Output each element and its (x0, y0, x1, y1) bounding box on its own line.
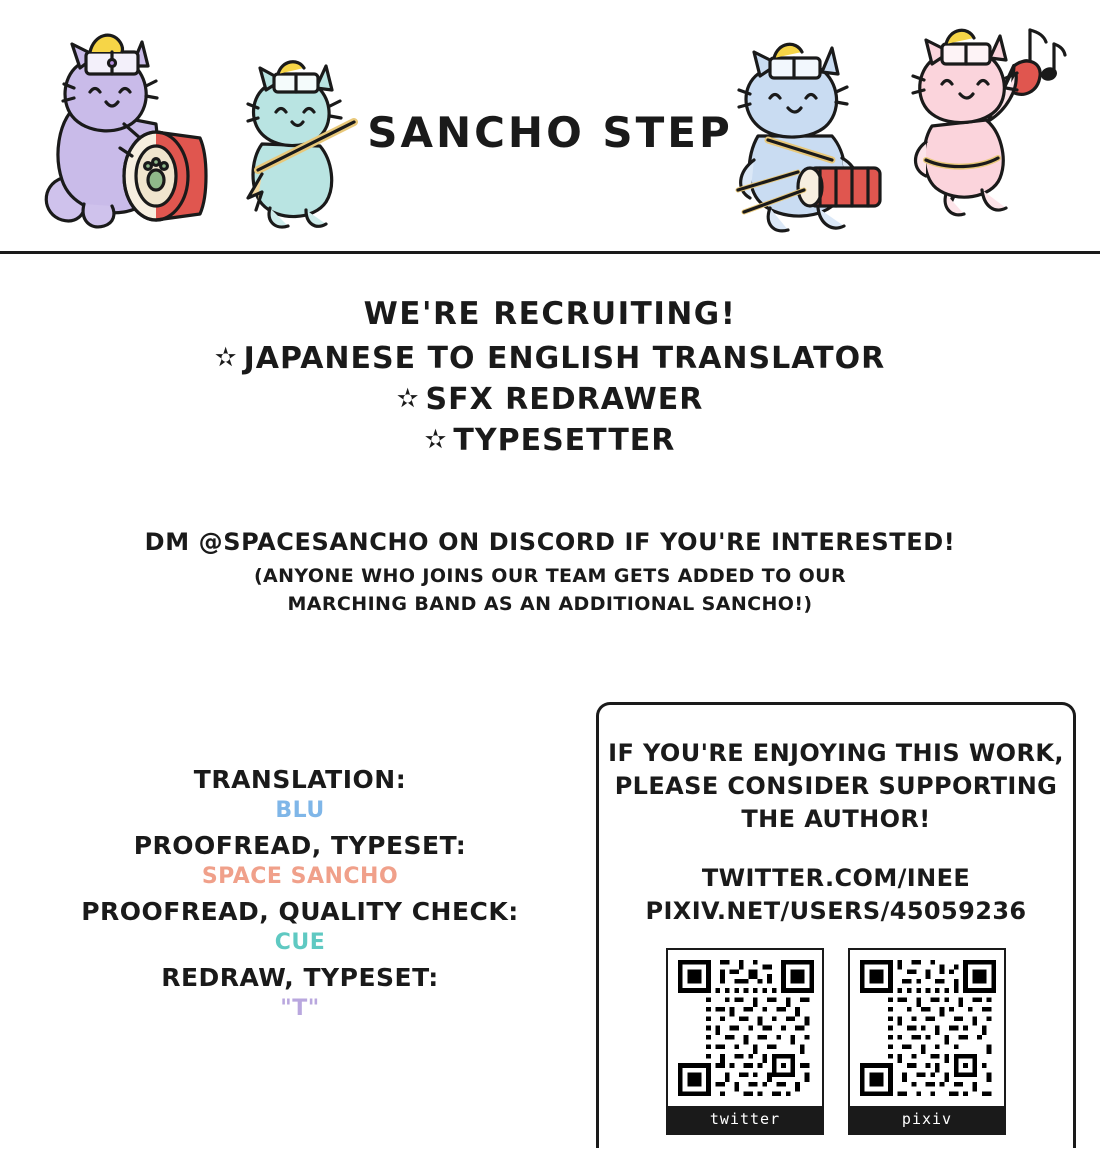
header-divider (0, 251, 1100, 254)
credit-role-proofread-quality-check: PROOFREAD, QUALITY CHECK: (81, 897, 519, 926)
mascot-cat-flute-teal (232, 58, 372, 233)
qr-pixiv-image (850, 950, 1004, 1106)
credit-person-redraw-typeset: "T" (280, 996, 320, 1021)
credits-list (30, 765, 570, 1021)
mascot-cat-drummer-purple (28, 28, 228, 238)
credit-role-translation: TRANSLATION: (193, 765, 407, 794)
recruiting-role-3 (0, 423, 1100, 458)
support-message-line-1: IF YOU'RE ENJOYING THIS WORK, (608, 739, 1064, 767)
qr-pixiv-label: pixiv (850, 1106, 1004, 1133)
pixiv-link[interactable]: PIXIV.NET/USERS/45059236 (645, 897, 1027, 925)
recruiting-role-2 (0, 382, 1100, 417)
mascot-cat-flagbearer-pink (902, 10, 1072, 230)
recruiting-role-3-label: TYPESETTER (453, 423, 676, 458)
qr-twitter-label: twitter (668, 1106, 822, 1133)
discord-contact-note (0, 562, 1100, 618)
recruiting-role-1-label: JAPANESE TO ENGLISH TRANSLATOR (243, 341, 886, 376)
credit-person-translation: BLU (275, 798, 325, 823)
credit-role-redraw-typeset: REDRAW, TYPESET: (161, 963, 439, 992)
recruiting-section (0, 296, 1100, 464)
qr-twitter-image (668, 950, 822, 1106)
note-line-2: MARCHING BAND AS AN ADDITIONAL SANCHO!) (287, 593, 813, 615)
credit-person-proofread-typeset: SPACE SANCHO (201, 864, 399, 889)
support-author-box (596, 702, 1076, 1148)
qr-card-twitter[interactable] (666, 948, 824, 1135)
star-icon: ✫ (214, 343, 238, 373)
recruiting-role-2-label: SFX REDRAWER (425, 382, 704, 417)
credit-role-proofread-typeset: PROOFREAD, TYPESET: (133, 831, 467, 860)
support-links (599, 862, 1073, 928)
recruiting-role-1 (0, 341, 1100, 376)
support-message-line-3: THE AUTHOR! (741, 805, 931, 833)
discord-handle: @SPACESANCHO (198, 528, 430, 556)
star-icon: ✫ (424, 425, 448, 455)
page-title: SANCHO STEP (367, 108, 733, 157)
qr-code-row (599, 948, 1073, 1135)
recruiting-heading: WE'RE RECRUITING! (363, 296, 737, 332)
header-banner (0, 0, 1100, 252)
support-message-line-2: PLEASE CONSIDER SUPPORTING (614, 772, 1058, 800)
star-icon: ✫ (396, 384, 420, 414)
qr-card-pixiv[interactable] (848, 948, 1006, 1135)
dm-suffix: ON DISCORD IF YOU'RE INTERESTED! (429, 528, 956, 556)
dm-prefix: DM (144, 528, 199, 556)
credit-person-proofread-quality-check: CUE (274, 930, 326, 955)
note-line-1: (ANYONE WHO JOINS OUR TEAM GETS ADDED TO OUR (253, 565, 847, 587)
mascot-cat-snare-blue (724, 40, 904, 240)
twitter-link[interactable]: TWITTER.COM/INEE (701, 864, 971, 892)
discord-contact-line (0, 528, 1100, 556)
support-message (599, 737, 1073, 836)
